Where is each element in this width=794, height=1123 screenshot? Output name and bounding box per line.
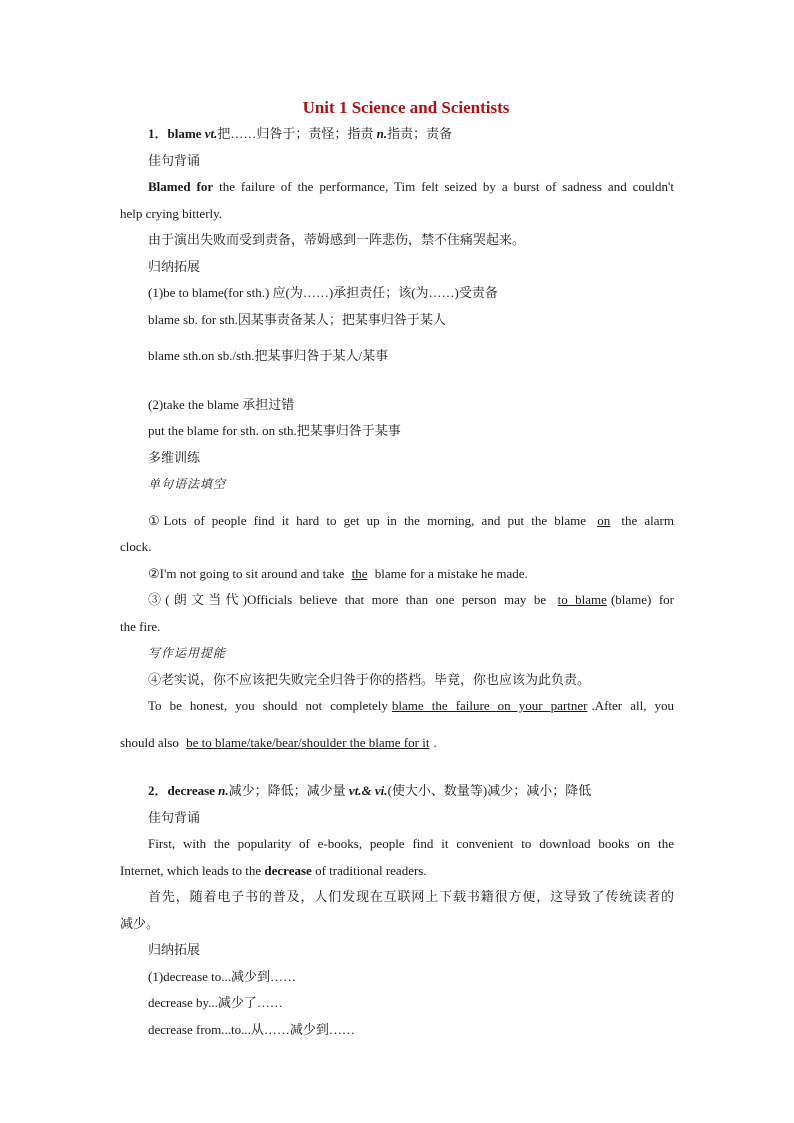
example-translation: 由于演出失败而受到责备，蒂姆感到一阵悲伤，禁不住痛哭起来。 xyxy=(148,232,526,247)
entry-word: blame xyxy=(167,126,202,141)
phrase-item: put the blame for sth. on sth.把某事归咎于某事 xyxy=(148,423,401,438)
exercise-item: To be honest, you should not completely blame the failure on your partner .After all, you xyxy=(148,698,674,713)
exercise-item: ③(朗文当代)Officials believe that more than one person may be to blame (blame) for xyxy=(148,592,674,607)
exercise-item: ②I'm not going to sit around and take the blame for a mistake he made. xyxy=(148,565,528,581)
phrase-item: decrease from...to...从……减少到…… xyxy=(148,1021,355,1037)
section-label-summary: 归纳拓展 xyxy=(148,942,201,957)
answer-blank: on xyxy=(597,512,611,528)
section-label-recite: 佳句背诵 xyxy=(148,152,201,168)
entry-heading-decrease xyxy=(120,778,674,805)
exercise-item: ①Lots of people find it hard to get up in the morning, and put the blame on the alarm xyxy=(148,512,675,528)
section-label-summary: 归纳拓展 xyxy=(148,258,201,274)
part-of-speech: n. xyxy=(376,126,388,141)
example-sentence: Blamed for the failure of the performance, Tim felt seized by a burst of sadness and couldn't xyxy=(148,179,674,194)
section-label-writing: 写作运用提能 xyxy=(148,646,227,660)
entry-heading-blame xyxy=(120,121,674,148)
example-translation: 首先，随着电子书的普及，人们发现在互联网上下载书籍很方便，这导致了传统读者的 xyxy=(148,889,674,904)
phrase-item: (2)take the blame 承担过错 xyxy=(148,396,295,412)
part-of-speech: vt. xyxy=(204,126,218,141)
document-content xyxy=(120,95,674,1043)
section-label-recite: 佳句背诵 xyxy=(148,809,201,825)
section-label-fill: 单句语法填空 xyxy=(148,477,227,491)
example-sentence-cont: Internet, which leads to the decrease of traditional readers. xyxy=(120,862,427,878)
definition: (使大小、数量等)减少；减小；降低 xyxy=(387,783,592,798)
phrase-item: blame sth.on sb./sth.把某事归咎于某人/某事 xyxy=(148,348,389,363)
entry-number: 2． xyxy=(148,783,168,798)
exercise-item-cont: the fire. xyxy=(120,618,161,634)
phrase-item: (1)be to blame(for sth.) 应(为……)承担责任；该(为……)受责备 xyxy=(148,285,498,300)
exercise-translation: ④老实说，你不应该把失败完全归咎于你的搭档。毕竟，你也应该为此负责。 xyxy=(148,671,591,687)
answer-blank: the xyxy=(351,565,368,581)
part-of-speech: n. xyxy=(218,783,229,798)
section-label-training: 多维训练 xyxy=(148,449,201,465)
exercise-item-cont: clock. xyxy=(120,539,152,554)
answer-blank: to blame xyxy=(557,592,607,607)
definition: 减少；降低；减少量 xyxy=(228,783,346,798)
definition: 把……归咎于；责怪；指责 xyxy=(217,126,374,141)
answer-blank: be to blame/take/bear/shoulder the blame for it xyxy=(186,734,430,750)
example-sentence-cont: help crying bitterly. xyxy=(120,205,223,221)
exercise-item-cont: should also be to blame/take/bear/shoulder the blame for it . xyxy=(120,734,437,750)
entry-word: decrease xyxy=(167,783,215,798)
entry-number: 1． xyxy=(148,126,168,141)
answer-blank: blame the failure on your partner xyxy=(391,698,588,713)
phrase-item: blame sb. for sth.因某事责备某人；把某事归咎于某人 xyxy=(148,311,446,327)
example-translation-cont: 减少。 xyxy=(120,915,160,931)
page-title: Unit 1 Science and Scientists xyxy=(302,98,510,117)
part-of-speech: vt.& vi. xyxy=(348,783,388,798)
definition: 指责；责备 xyxy=(387,126,453,141)
example-sentence: First, with the popularity of e-books, people find it convenient to download books on the xyxy=(148,836,674,851)
phrase-item: decrease by...减少了…… xyxy=(148,995,283,1010)
phrase-item: (1)decrease to...减少到…… xyxy=(148,968,297,984)
